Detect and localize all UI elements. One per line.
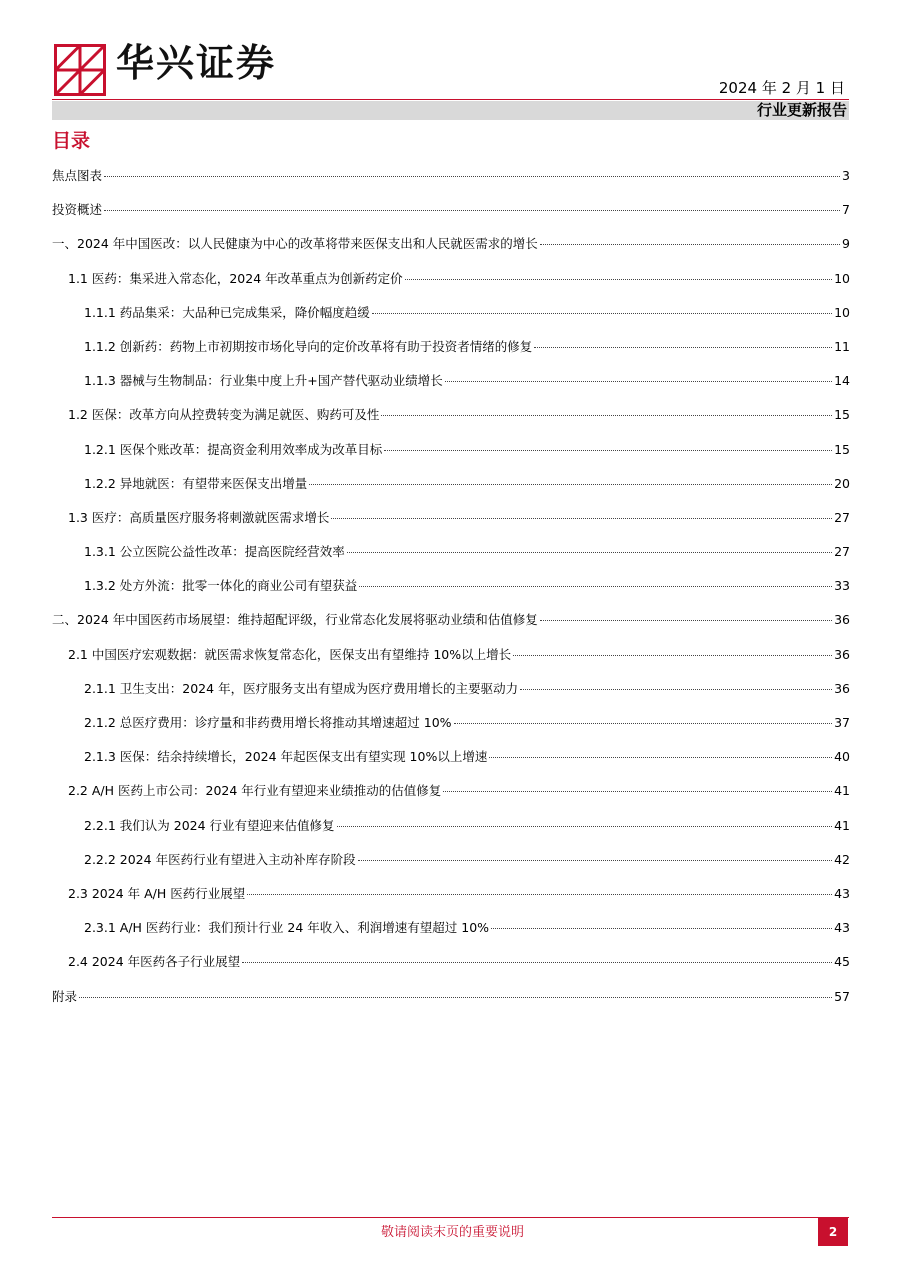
toc-entry[interactable] (52, 236, 850, 270)
toc-dot-leader (79, 997, 832, 998)
toc-entry-label: 1.3.2 处方外流：批零一体化的商业公司有望获益 (84, 578, 358, 594)
toc-dot-leader (534, 347, 832, 348)
toc-entry-page: 45 (834, 954, 850, 970)
toc-dot-leader (540, 244, 840, 245)
toc-entry-page: 10 (834, 270, 850, 286)
toc-entry-label: 2.2.1 我们认为 2024 行业有望迎来估值修复 (84, 817, 335, 833)
toc-entry-label: 1.3 医疗：高质量医疗服务将刺激就医需求增长 (68, 509, 330, 525)
toc-dot-leader (359, 586, 832, 587)
toc-dot-leader (381, 415, 832, 416)
toc-entry[interactable] (52, 271, 850, 305)
toc-dot-leader (104, 176, 840, 177)
toc-entry[interactable] (52, 544, 850, 578)
toc-dot-leader (104, 210, 840, 211)
toc-entry[interactable] (52, 612, 850, 646)
toc-entry-label: 2.1.2 总医疗费用：诊疗量和非药费用增长将推动其增速超过 10% (84, 715, 452, 730)
company-name: 华兴证券 (116, 41, 277, 85)
toc-dot-leader (358, 860, 833, 861)
toc-entry-page: 7 (842, 202, 850, 218)
toc-entry[interactable] (52, 886, 850, 920)
toc-entry[interactable] (52, 442, 850, 476)
toc-dot-leader (247, 894, 832, 895)
toc-entry-page: 41 (834, 817, 850, 833)
toc-entry[interactable] (52, 305, 850, 339)
toc-entry-page: 43 (834, 885, 850, 901)
toc-entry-page: 37 (834, 715, 850, 730)
toc-entry[interactable] (52, 783, 850, 817)
toc-dot-leader (405, 279, 832, 280)
header-rule (52, 99, 849, 100)
toc-entry-label: 2.3.1 A/H 医药行业：我们预计行业 24 年收入、利润增速有望超过 10% (84, 920, 490, 936)
toc-dot-leader (337, 826, 833, 827)
toc-entry[interactable] (52, 476, 850, 510)
toc-entry-label: 1.3.1 公立医院公益性改革：提高医院经营效率 (84, 544, 345, 560)
toc-entry-label: 2.4 2024 年医药各子行业展望 (68, 954, 241, 970)
toc-entry-label: 2.2.2 2024 年医药行业有望进入主动补库存阶段 (84, 851, 356, 867)
toc-entry-page: 11 (834, 338, 850, 354)
toc-dot-leader (347, 552, 832, 553)
toc-entry-page: 43 (834, 920, 850, 936)
toc-entry-page: 33 (834, 578, 850, 594)
toc-entry[interactable] (52, 510, 850, 544)
toc-dot-leader (309, 484, 832, 485)
toc-dot-leader (491, 928, 832, 929)
toc-dot-leader (331, 518, 832, 519)
toc-entry-page: 27 (834, 544, 850, 560)
toc-entry-label: 二、2024 年中国医药市场展望：维持超配评级，行业常态化发展将驱动业绩和估值修复 (52, 612, 538, 628)
toc-entry-page: 36 (834, 612, 850, 628)
toc-entry-label: 1.2.2 异地就医：有望带来医保支出增量 (84, 475, 308, 491)
toc-entry-page: 27 (834, 509, 850, 525)
toc-entry-page: 36 (834, 646, 850, 662)
toc-dot-leader (372, 313, 832, 314)
toc-entry-label: 1.1.3 器械与生物制品：行业集中度上升+国产替代驱动业绩增长 (84, 373, 443, 389)
toc-entry-page: 42 (834, 851, 850, 867)
toc-entry-page: 10 (834, 304, 850, 320)
toc-dot-leader (443, 791, 832, 792)
toc-entry[interactable] (52, 715, 850, 749)
toc-dot-leader (513, 655, 832, 656)
toc-entry-page: 41 (834, 783, 850, 799)
toc-dot-leader (520, 689, 832, 690)
toc-entry-page: 15 (834, 441, 850, 457)
toc-entry-page: 36 (834, 680, 850, 696)
toc-entry-page: 57 (834, 988, 850, 1004)
table-of-contents (52, 168, 850, 1023)
toc-entry[interactable] (52, 920, 850, 954)
toc-entry-page: 15 (834, 407, 850, 423)
toc-entry[interactable] (52, 681, 850, 715)
footer-rule (52, 1217, 849, 1218)
toc-entry-label: 焦点图表 (52, 168, 103, 183)
toc-entry-page: 20 (834, 475, 850, 491)
toc-dot-leader (540, 620, 832, 621)
toc-entry-label: 2.1 中国医疗宏观数据：就医需求恢复常态化，医保支出有望维持 10%以上增长 (68, 646, 512, 662)
toc-entry-page: 40 (834, 749, 850, 765)
toc-entry[interactable] (52, 339, 850, 373)
toc-entry[interactable] (52, 202, 850, 236)
toc-entry[interactable] (52, 578, 850, 612)
toc-entry[interactable] (52, 852, 850, 886)
toc-entry-page: 14 (834, 373, 850, 389)
toc-entry-label: 1.1.1 药品集采：大品种已完成集采，降价幅度趋缓 (84, 304, 370, 320)
toc-entry[interactable] (52, 989, 850, 1023)
huaxing-securities-logo-icon (54, 44, 106, 96)
toc-dot-leader (384, 450, 832, 451)
toc-entry[interactable] (52, 647, 850, 681)
toc-entry-label: 1.1 医药：集采进入常态化，2024 年改革重点为创新药定价 (68, 270, 403, 286)
footer-disclaimer-note: 敬请阅读末页的重要说明 (380, 1225, 524, 1240)
toc-entry[interactable] (52, 818, 850, 852)
toc-dot-leader (242, 962, 832, 963)
toc-entry[interactable] (52, 168, 850, 202)
toc-entry-label: 附录 (52, 988, 78, 1004)
toc-entry-label: 投资概述 (52, 202, 103, 218)
toc-dot-leader (445, 381, 832, 382)
toc-entry-label: 1.1.2 创新药：药物上市初期按市场化导向的定价改革将有助于投资者情绪的修复 (84, 338, 533, 354)
report-type-label: 行业更新报告 (756, 101, 847, 119)
toc-entry-label: 一、2024 年中国医改：以人民健康为中心的改革将带来医保支出和人民就医需求的增长 (52, 236, 538, 252)
toc-entry-label: 2.1.1 卫生支出：2024 年，医疗服务支出有望成为医疗费用增长的主要驱动力 (84, 680, 519, 696)
toc-entry-label: 2.2 A/H 医药上市公司：2024 年行业有望迎来业绩推动的估值修复 (68, 783, 442, 799)
toc-entry-page: 3 (842, 168, 850, 183)
toc-entry[interactable] (52, 954, 850, 988)
toc-dot-leader (489, 757, 832, 758)
page-number-badge: 2 (818, 1218, 848, 1246)
toc-entry[interactable] (52, 407, 850, 441)
toc-entry[interactable] (52, 373, 850, 407)
toc-entry-label: 1.2.1 医保个账改革：提高资金利用效率成为改革目标 (84, 441, 383, 457)
toc-dot-leader (454, 723, 833, 724)
toc-entry-label: 1.2 医保：改革方向从控费转变为满足就医、购药可及性 (68, 407, 380, 423)
toc-entry[interactable] (52, 749, 850, 783)
header-bar (52, 101, 849, 120)
toc-entry-label: 2.1.3 医保：结余持续增长，2024 年起医保支出有望实现 10%以上增速 (84, 749, 488, 765)
toc-entry-label: 2.3 2024 年 A/H 医药行业展望 (68, 885, 246, 901)
toc-title: 目录 (52, 130, 91, 152)
toc-entry-page: 9 (842, 236, 850, 252)
report-date: 2024 年 2 月 1 日 (718, 79, 845, 97)
